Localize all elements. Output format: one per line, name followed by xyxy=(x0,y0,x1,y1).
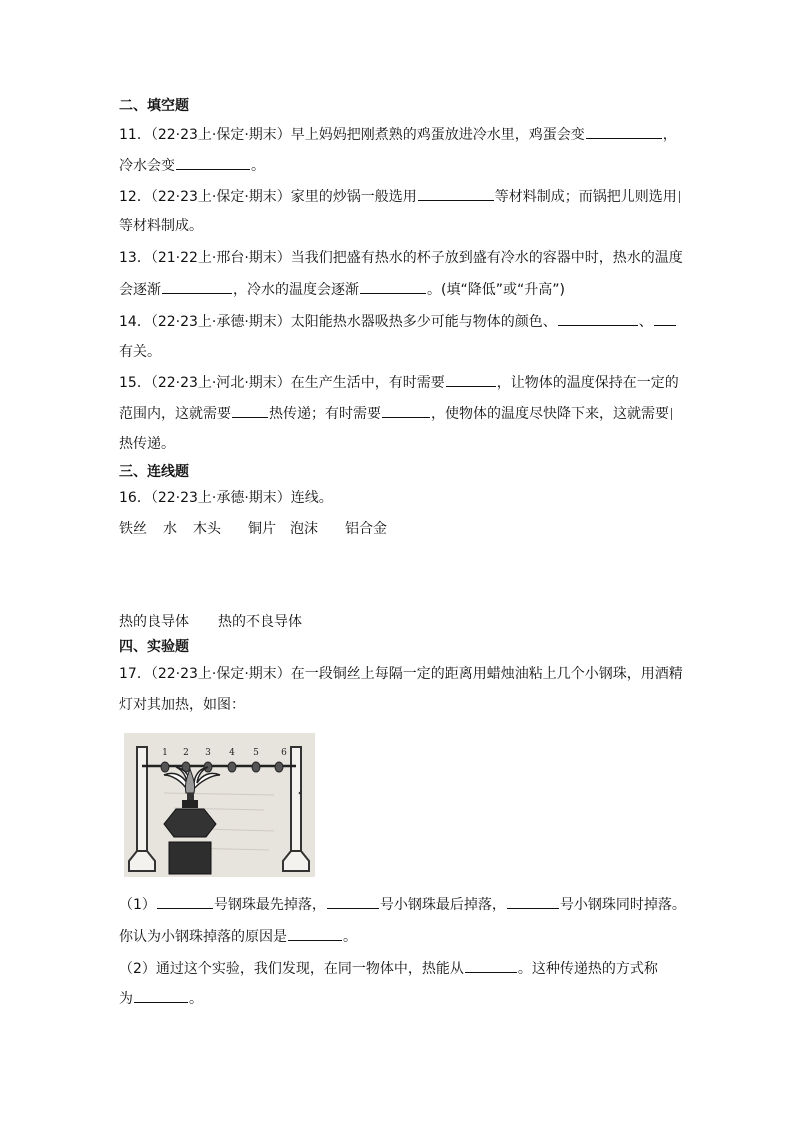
q13-blank-1[interactable] xyxy=(162,279,232,294)
q11-blank-2[interactable] xyxy=(176,155,250,170)
question-15-line-1 xyxy=(119,372,679,393)
question-17-part-1-line-2 xyxy=(119,926,357,947)
q17-p1-blank-2[interactable] xyxy=(327,894,379,909)
q17-p1-text-f: 。 xyxy=(343,929,357,945)
q12-text-b: 等材料制成；而锅把儿则选用 xyxy=(494,189,677,205)
q15-blank-2[interactable] xyxy=(232,403,268,418)
ball-label-3: 3 xyxy=(205,748,211,758)
q13-text-d: 。(填“降低”或“升高”) xyxy=(427,282,565,298)
q17-p1-blank-4[interactable] xyxy=(288,926,342,941)
question-15-line-2 xyxy=(119,403,672,424)
q17-p1-text-e: 你认为小钢珠掉落的原因是 xyxy=(119,929,287,945)
q13-text-b: 会逐渐 xyxy=(119,282,161,298)
question-15-line-3 xyxy=(119,434,175,454)
question-17-part-1-line-1 xyxy=(119,894,686,915)
q13-text-a: 13．（21·22上·邢台·期末）当我们把盛有热水的杯子放到盛有冷水的容器中时，热水的温度 xyxy=(119,250,683,266)
material-foam[interactable]: 泡沫 xyxy=(290,521,318,537)
q17-p1-blank-3[interactable] xyxy=(507,894,559,909)
q17-p1-text-b: 号钢珠最先掉落， xyxy=(213,897,326,913)
q15-text-c: 范围内，这就需要 xyxy=(119,406,231,422)
q17-p1-text-d: 号小钢珠同时掉落。 xyxy=(559,897,686,913)
q17-p2-text-d: 。 xyxy=(189,991,203,1007)
q11-text-b: ， xyxy=(662,127,677,143)
category-poor-conductor[interactable]: 热的不良导体 xyxy=(218,614,302,630)
section-title-matching: 三、连线题 xyxy=(119,464,189,480)
ball-label-5: 5 xyxy=(253,748,259,758)
q17-p2-blank-2[interactable] xyxy=(134,988,188,1003)
q14-blank-2[interactable] xyxy=(654,311,676,326)
question-14-line-1 xyxy=(119,311,677,332)
q14-text-b: 、 xyxy=(638,314,653,330)
q15-blank-3[interactable] xyxy=(382,403,430,418)
question-13-line-1 xyxy=(119,248,683,268)
q17-p2-blank-1[interactable] xyxy=(465,958,517,973)
q15-text-b: ，让物体的温度保持在一定的 xyxy=(496,375,679,391)
q17-p2-text-b: 。这种传递热的方式称 xyxy=(517,961,658,977)
question-13-line-2 xyxy=(119,279,565,300)
q11-blank-1[interactable] xyxy=(586,124,662,139)
q11-text-c: 冷水会变 xyxy=(119,158,175,174)
q12-blank-1[interactable] xyxy=(418,186,494,201)
q17-p1-text-c: 号小钢珠最后掉落， xyxy=(379,897,506,913)
question-12-line-2 xyxy=(119,216,203,236)
q15-blank-1[interactable] xyxy=(446,372,496,387)
steel-ball-1 xyxy=(161,762,169,772)
material-iron-wire[interactable]: 铁丝 xyxy=(119,521,147,537)
ball-label-6: 6 xyxy=(281,748,287,758)
material-wood[interactable]: 木头 xyxy=(193,521,221,537)
question-17-part-2-line-2 xyxy=(119,988,203,1009)
question-16-stem: 16．（22·23上·承德·期末）连线。 xyxy=(119,490,333,506)
q12-text-c: 等材料制成。 xyxy=(119,218,203,234)
q17-p1-text-a: （1） xyxy=(119,897,156,913)
lamp-base-block xyxy=(169,842,211,874)
q12-text-a: 12．（22·23上·保定·期末）家里的炒锅一般选用 xyxy=(119,189,417,205)
q15-text-f: 热传递。 xyxy=(119,436,175,452)
q17-p2-text-a: （2）通过这个实验，我们发现，在同一物体中，热能从 xyxy=(119,961,464,977)
category-good-conductor[interactable]: 热的良导体 xyxy=(119,614,189,630)
q13-blank-2[interactable] xyxy=(360,279,426,294)
q13-text-c: ，冷水的温度会逐渐 xyxy=(233,282,359,298)
q17-p1-blank-1[interactable] xyxy=(157,894,213,909)
question-17-part-2-line-1 xyxy=(119,958,658,979)
question-14-line-2 xyxy=(119,342,161,362)
q14-text-a: 14．（22·23上·承德·期末）太阳能热水器吸热多少可能与物体的颜色、 xyxy=(119,314,557,330)
question-11-line-2 xyxy=(119,155,265,176)
q15-text-d: 热传递；有时需要 xyxy=(269,406,381,422)
question-17-stem-line-1: 17．（22·23上·保定·期末）在一段铜丝上每隔一定的距离用蜡烛油粘上几个小钢珠，用酒精 xyxy=(119,666,683,682)
material-copper-sheet[interactable]: 铜片 xyxy=(248,521,276,537)
q15-blank-4-stub[interactable] xyxy=(671,408,672,420)
section-title-fill-in: 二、填空题 xyxy=(119,98,189,114)
q15-text-a: 15．（22·23上·河北·期末）在生产生活中，有时需要 xyxy=(119,375,445,391)
experiment-figure xyxy=(124,733,315,877)
section-title-experiment: 四、实验题 xyxy=(119,639,189,655)
question-12-line-1 xyxy=(119,186,680,207)
steel-ball-6 xyxy=(275,762,283,772)
q14-blank-1[interactable] xyxy=(558,311,638,326)
ball-label-2: 2 xyxy=(183,748,189,758)
q11-text-a: 11．（22·23上·保定·期末）早上妈妈把刚煮熟的鸡蛋放进冷水里，鸡蛋会变 xyxy=(119,127,585,143)
steel-ball-5 xyxy=(252,762,260,772)
question-17-stem-line-2: 灯对其加热，如图： xyxy=(119,697,245,713)
material-aluminum-alloy[interactable]: 铝合金 xyxy=(345,521,387,537)
q14-text-c: 有关。 xyxy=(119,344,161,360)
ball-label-4: 4 xyxy=(229,748,235,758)
q17-p2-text-c: 为 xyxy=(119,991,133,1007)
q11-text-d: 。 xyxy=(251,158,265,174)
q15-text-e: ，使物体的温度尽快降下来，这就需要 xyxy=(431,406,669,422)
ball-label-1: 1 xyxy=(162,748,168,758)
q12-blank-2-stub[interactable] xyxy=(679,191,680,203)
question-11-line-1 xyxy=(119,124,677,145)
steel-ball-4 xyxy=(228,762,236,772)
material-water[interactable]: 水 xyxy=(163,521,177,537)
